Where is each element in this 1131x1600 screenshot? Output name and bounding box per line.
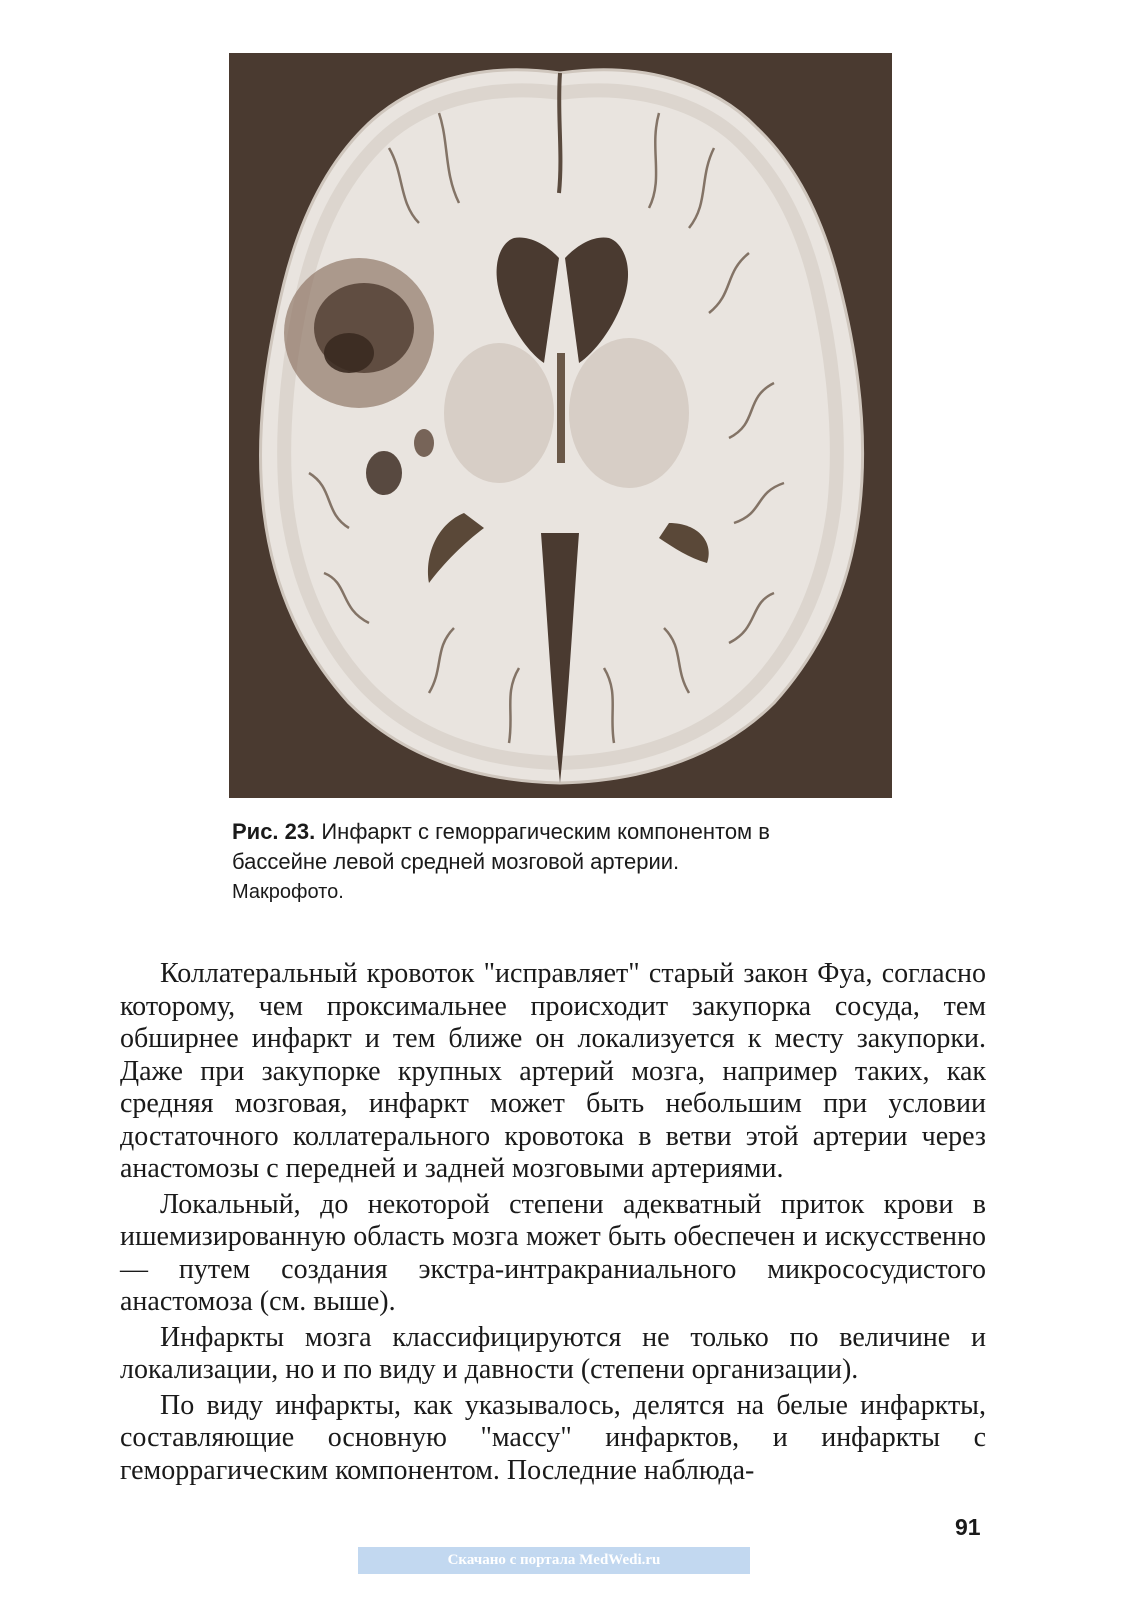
figure-caption: [232, 817, 922, 907]
caption-line-2: бассейне левой средней мозговой артерии.: [232, 849, 680, 874]
paragraph-1: Коллатеральный кровоток "исправляет" старый закон Фуа, согласно которому, чем проксимальнее происходит закупорка сосуда, тем обширнее инфаркт и тем ближе он локализуется к месту закупорки. Даже при закупорке крупных артерий мозга, например таких, как средняя мозговая, инфаркт может быть небольшим при условии достаточного коллатерального кровотока в ветви этой артерии через анастомозы с передней и задней мозговыми артериями.: [120, 958, 986, 1184]
paragraph-4: По виду инфаркты, как указывалось, делятся на белые инфаркты, составляющие основную "массу" инфарктов, и инфаркты с геморрагическим компонентом. Последние наблюда-: [120, 1389, 986, 1486]
brain-section-illustration: [229, 53, 892, 798]
paragraph-3: Инфаркты мозга классифицируются не только по величине и локализации, но и по виду и давности (степени организации).: [120, 1321, 986, 1385]
watermark-banner: Скачано с портала MedWedi.ru: [358, 1547, 750, 1574]
caption-text-1: Инфаркт с геморрагическим компонентом в: [315, 819, 770, 844]
brain-section-photo: [229, 53, 892, 798]
paragraph-2: Локальный, до некоторой степени адекватный приток крови в ишемизированную область мозга может быть обеспечен и искусственно — путем создания экстра-интракраниального микрососудистого анастомоза (см. выше).: [120, 1188, 986, 1317]
caption-label: Рис. 23.: [232, 819, 316, 844]
caption-line-1: [232, 817, 922, 847]
body-text: [120, 958, 986, 1490]
page-number: 91: [955, 1514, 981, 1540]
caption-note: Макрофото.: [232, 881, 344, 903]
